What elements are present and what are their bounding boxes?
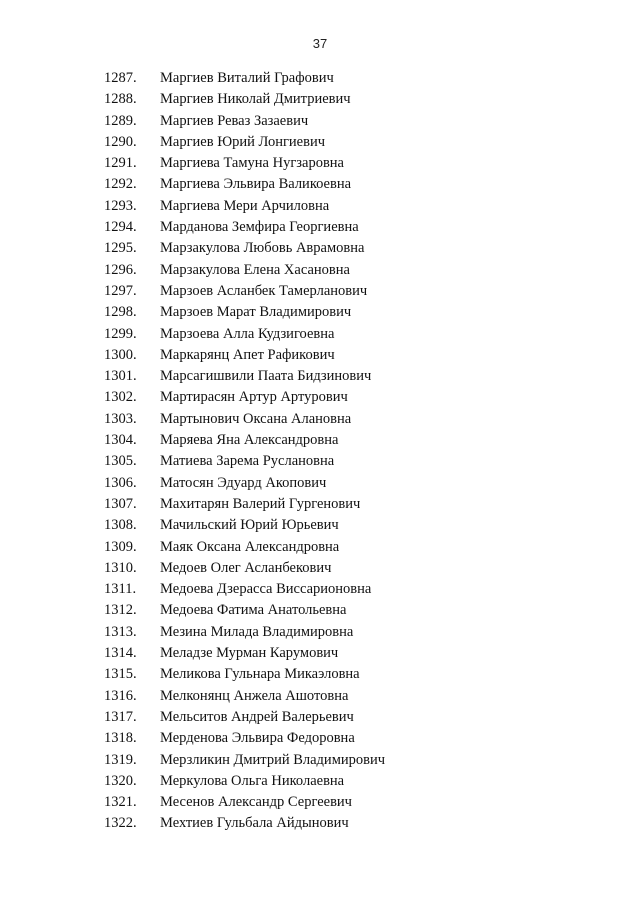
entry-full-name: Медоева Фатима Анатольевна xyxy=(160,602,347,619)
entry-full-name: Мартынович Оксана Алановна xyxy=(160,410,352,427)
list-item xyxy=(0,622,640,643)
entry-number: 1291. xyxy=(104,155,137,172)
entry-number: 1308. xyxy=(104,517,137,534)
entry-full-name: Марзакулова Любовь Аврамовна xyxy=(160,240,365,257)
entry-number: 1299. xyxy=(104,325,137,342)
list-item xyxy=(0,430,640,451)
entry-full-name: Мехтиев Гульбала Айдынович xyxy=(160,815,349,832)
list-item xyxy=(0,643,640,664)
entry-number: 1306. xyxy=(104,474,137,491)
entry-full-name: Мелконянц Анжела Ашотовна xyxy=(160,687,349,704)
list-item xyxy=(0,664,640,685)
list-item xyxy=(0,558,640,579)
list-item xyxy=(0,153,640,174)
list-item xyxy=(0,302,640,323)
entry-full-name: Маргиева Мери Арчиловна xyxy=(160,197,330,214)
entry-full-name: Мельситов Андрей Валерьевич xyxy=(160,708,354,725)
name-list xyxy=(0,68,640,835)
list-item xyxy=(0,132,640,153)
entry-full-name: Марзоев Асланбек Тамерланович xyxy=(160,282,368,299)
entry-number: 1319. xyxy=(104,751,137,768)
entry-full-name: Маргиев Николай Дмитриевич xyxy=(160,91,351,108)
entry-number: 1288. xyxy=(104,91,137,108)
entry-number: 1309. xyxy=(104,538,137,555)
entry-number: 1294. xyxy=(104,219,137,236)
list-item xyxy=(0,579,640,600)
entry-full-name: Махитарян Валерий Гургенович xyxy=(160,495,361,512)
entry-full-name: Меладзе Мурман Карумович xyxy=(160,645,339,662)
entry-full-name: Марзакулова Елена Хасановна xyxy=(160,261,350,278)
entry-full-name: Мерденова Эльвира Федоровна xyxy=(160,730,355,747)
entry-number: 1310. xyxy=(104,559,137,576)
entry-number: 1320. xyxy=(104,772,137,789)
list-item xyxy=(0,473,640,494)
list-item xyxy=(0,238,640,259)
entry-full-name: Матосян Эдуард Акопович xyxy=(160,474,327,491)
entry-number: 1318. xyxy=(104,730,137,747)
entry-full-name: Меркулова Ольга Николаевна xyxy=(160,772,345,789)
entry-full-name: Мачильский Юрий Юрьевич xyxy=(160,517,339,534)
list-item xyxy=(0,366,640,387)
entry-number: 1314. xyxy=(104,645,137,662)
entry-full-name: Маряева Яна Александровна xyxy=(160,432,339,449)
list-item xyxy=(0,771,640,792)
list-item xyxy=(0,600,640,621)
list-item xyxy=(0,728,640,749)
entry-number: 1307. xyxy=(104,495,137,512)
entry-full-name: Маргиева Эльвира Валикоевна xyxy=(160,176,352,193)
entry-full-name: Маргиев Юрий Лонгиевич xyxy=(160,133,326,150)
entry-number: 1292. xyxy=(104,176,137,193)
entry-number: 1293. xyxy=(104,197,137,214)
entry-number: 1305. xyxy=(104,453,137,470)
entry-number: 1302. xyxy=(104,389,137,406)
list-item xyxy=(0,494,640,515)
entry-number: 1290. xyxy=(104,133,137,150)
entry-number: 1316. xyxy=(104,687,137,704)
list-item xyxy=(0,111,640,132)
list-item xyxy=(0,813,640,834)
list-item xyxy=(0,260,640,281)
list-item xyxy=(0,89,640,110)
entry-full-name: Маргиев Виталий Графович xyxy=(160,70,334,86)
page-number: 37 xyxy=(312,36,328,51)
entry-number: 1317. xyxy=(104,708,137,725)
list-item xyxy=(0,537,640,558)
entry-number: 1287. xyxy=(104,70,137,86)
list-item xyxy=(0,387,640,408)
list-item xyxy=(0,345,640,366)
entry-number: 1322. xyxy=(104,815,137,832)
entry-full-name: Маркарянц Апет Рафикович xyxy=(160,346,335,363)
entry-number: 1289. xyxy=(104,112,137,129)
entry-number: 1300. xyxy=(104,346,137,363)
list-item xyxy=(0,217,640,238)
entry-full-name: Маргиева Тамуна Нугзаровна xyxy=(160,155,344,172)
list-item xyxy=(0,686,640,707)
entry-full-name: Марзоев Марат Владимирович xyxy=(160,304,352,321)
list-item xyxy=(0,451,640,472)
entry-full-name: Марзоева Алла Кудзигоевна xyxy=(160,325,335,342)
entry-full-name: Меликова Гульнара Микаэловна xyxy=(160,666,360,683)
entry-full-name: Мерзликин Дмитрий Владимирович xyxy=(160,751,386,768)
list-item xyxy=(0,174,640,195)
entry-full-name: Маяк Оксана Александровна xyxy=(160,538,340,555)
entry-full-name: Маргиев Реваз Зазаевич xyxy=(160,112,309,129)
entry-number: 1303. xyxy=(104,410,137,427)
entry-number: 1304. xyxy=(104,432,137,449)
entry-number: 1311. xyxy=(104,581,137,598)
entry-full-name: Мезина Милада Владимировна xyxy=(160,623,354,640)
entry-number: 1296. xyxy=(104,261,137,278)
list-item xyxy=(0,324,640,345)
entry-number: 1313. xyxy=(104,623,137,640)
entry-full-name: Медоев Олег Асланбекович xyxy=(160,559,332,576)
entry-number: 1312. xyxy=(104,602,137,619)
entry-full-name: Марданова Земфира Георгиевна xyxy=(160,219,359,236)
entry-full-name: Марсагишвили Паата Бидзинович xyxy=(160,368,372,385)
list-item xyxy=(0,515,640,536)
entry-number: 1321. xyxy=(104,794,137,811)
entry-full-name: Мартирасян Артур Артурович xyxy=(160,389,348,406)
entry-number: 1301. xyxy=(104,368,137,385)
list-item xyxy=(0,409,640,430)
entry-number: 1298. xyxy=(104,304,137,321)
list-item xyxy=(0,68,640,89)
list-item xyxy=(0,281,640,302)
list-item xyxy=(0,750,640,771)
entry-full-name: Медоева Дзерасса Виссарионовна xyxy=(160,581,372,598)
entry-number: 1297. xyxy=(104,282,137,299)
entry-full-name: Матиева Зарема Руслановна xyxy=(160,453,335,470)
entry-full-name: Месенов Александр Сергеевич xyxy=(160,794,352,811)
entry-number: 1295. xyxy=(104,240,137,257)
list-item xyxy=(0,707,640,728)
list-item xyxy=(0,792,640,813)
entry-number: 1315. xyxy=(104,666,137,683)
list-item xyxy=(0,196,640,217)
